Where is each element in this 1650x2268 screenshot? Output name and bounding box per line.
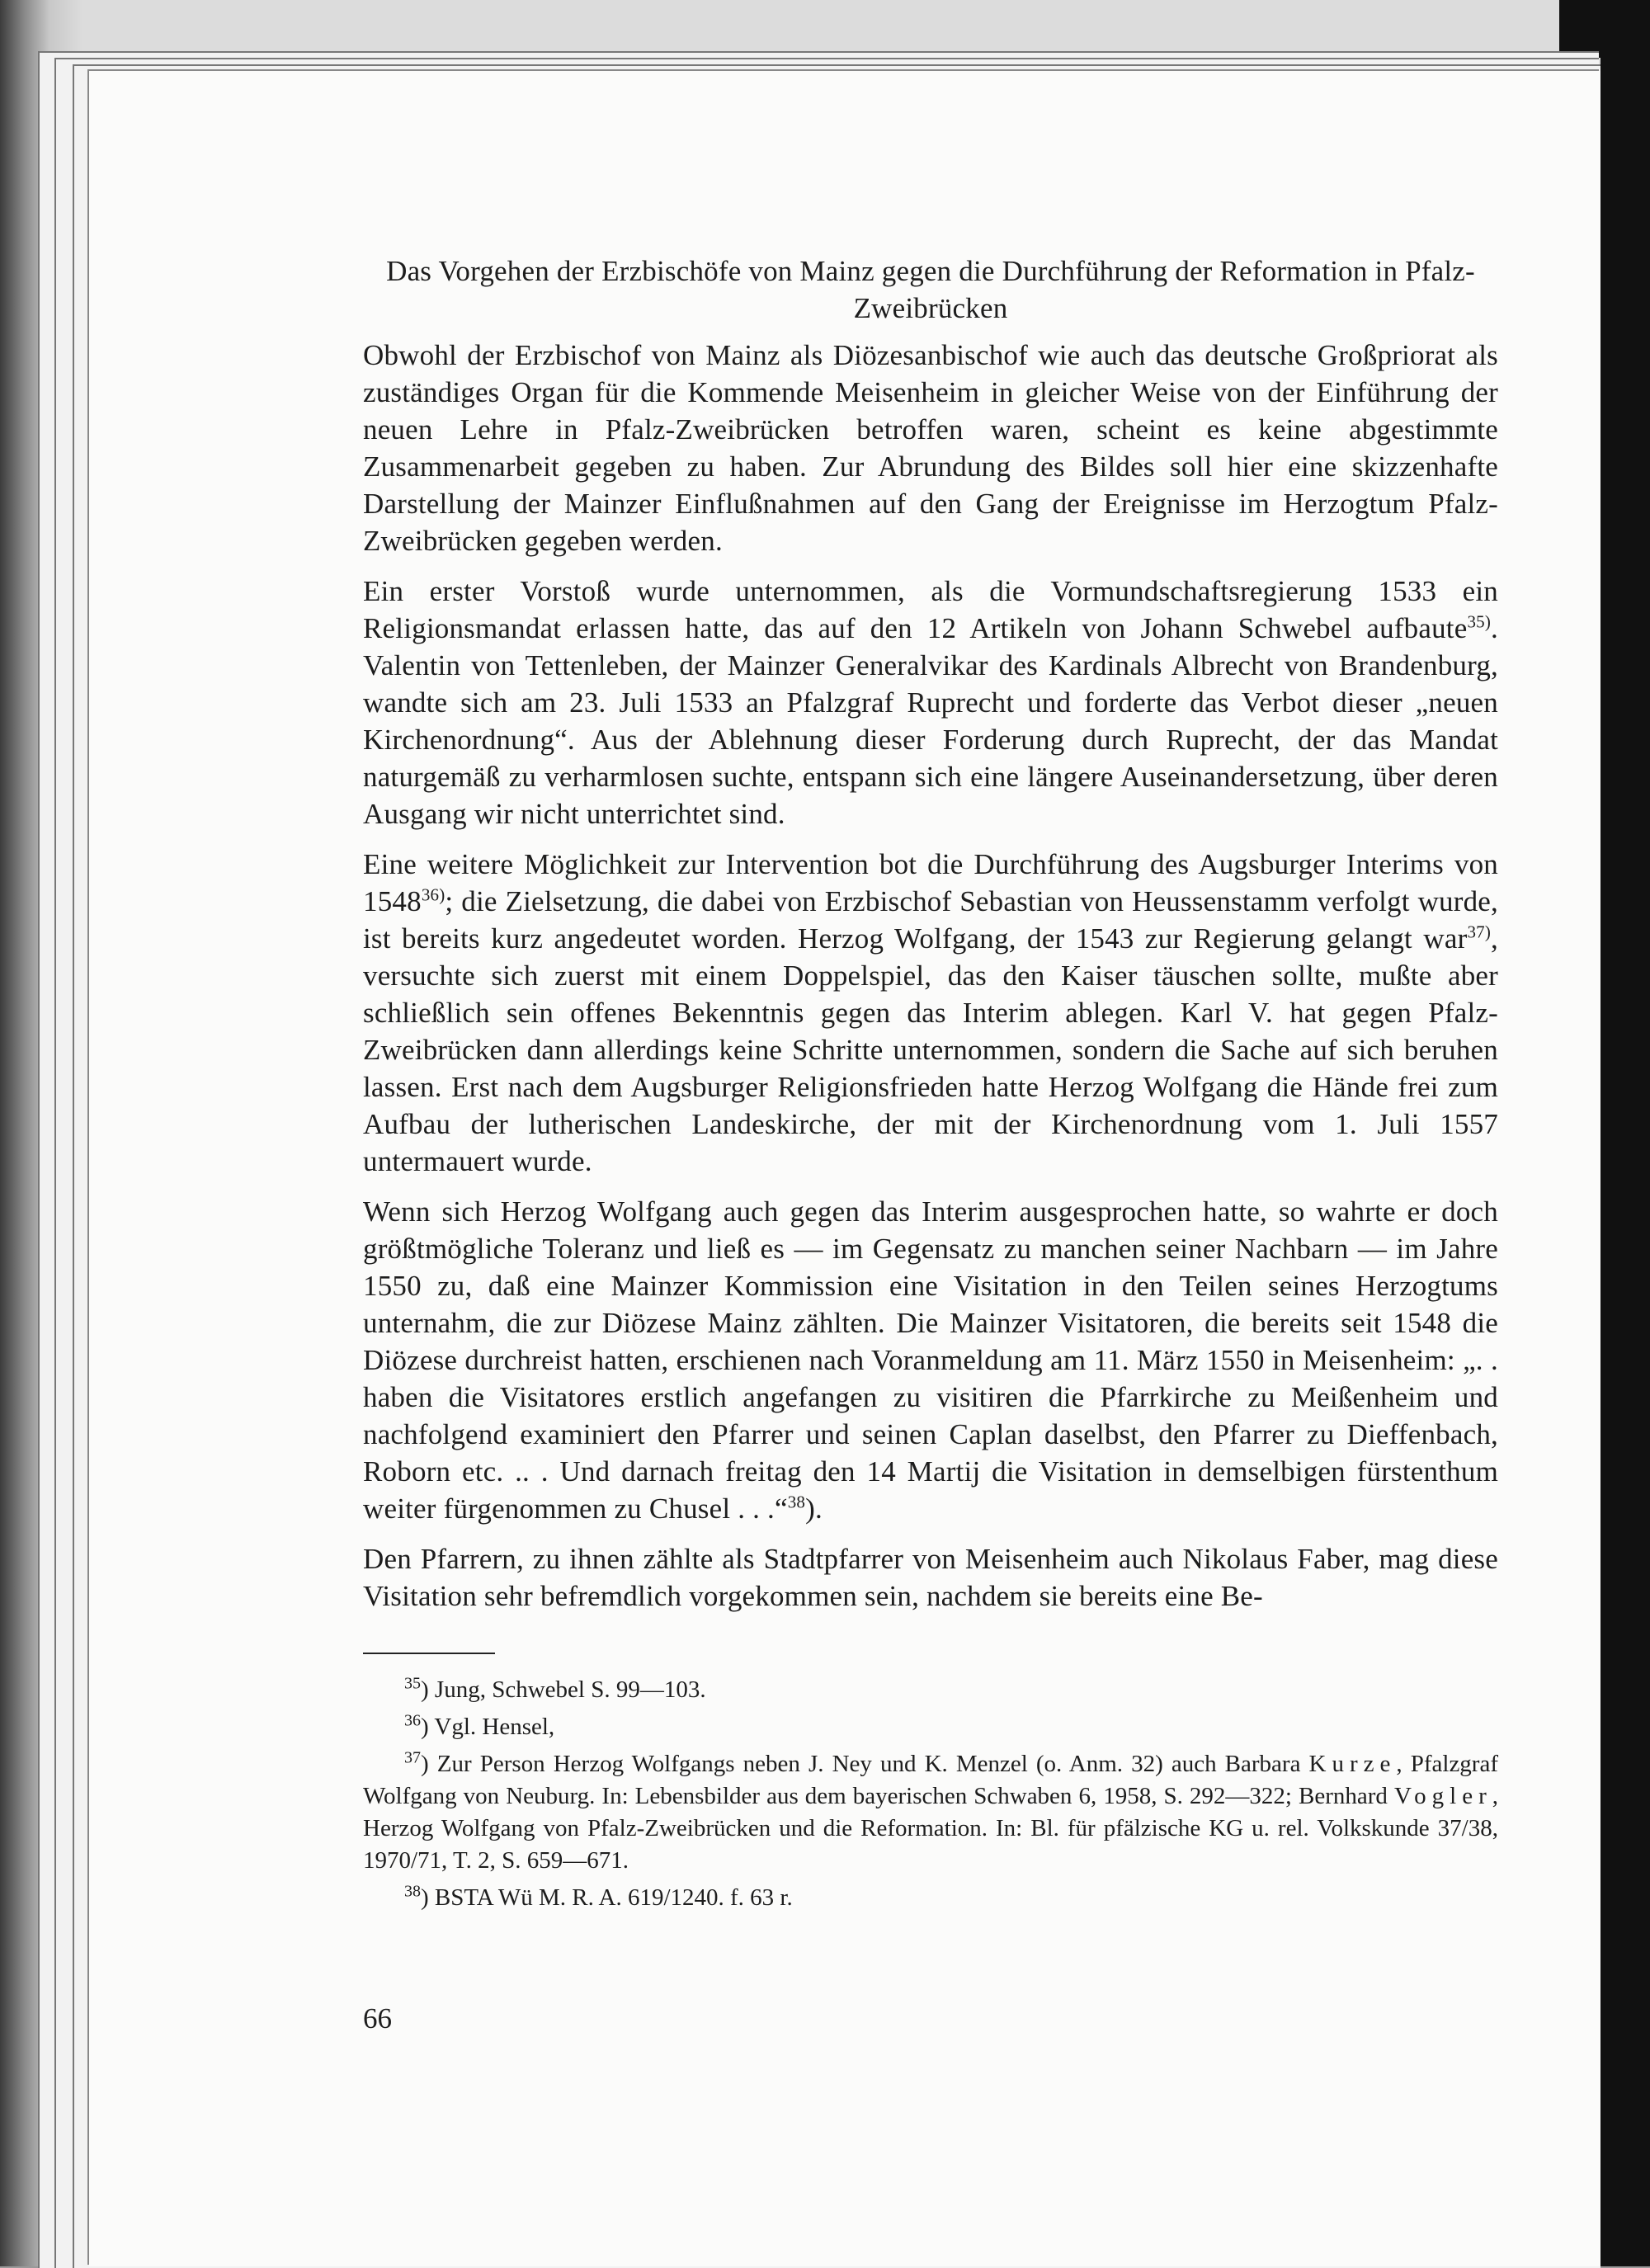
footnote-ref: 35) <box>1467 611 1492 632</box>
paragraph: Ein erster Vorstoß wurde unternommen, als die Vormundschaftsregierung 1533 ein Religionsmandat erlassen hatte, das auf den 12 Artikeln von Johann Schwebel aufbaute$^{35)}$. Valentin von Tettenleben, der Mainzer Generalvikar des Kardinals Albrecht von Brandenburg, wandte sich am 23. Juli 1533 an Pfalzgraf Ruprecht und forderte das Verbot dieser „neuen Kirchenordnung“. Aus der Ablehnung dieser Forderung durch Ruprecht, der das Mandat naturgemäß zu verharmlosen suchte, entspann sich eine längere Auseinandersetzung, über deren Ausgang wir nicht unterrichtet sind. <box>363 575 1498 830</box>
footnote-ref: 36) <box>421 884 446 905</box>
footnote: $^{35}$) Jung, Schwebel S. 99—103. <box>404 1674 706 1703</box>
footnote: $^{37}$) Zur Person Herzog Wolfgangs neben J. Ney und K. Menzel (o. Anm. 32) auch Barbara Kurze, Pfalzgraf Wolfgang von Neuburg. In: Lebensbilder aus dem bayerischen Schwaben 6, 1958, S. 292—322; Bernhard Vogler, Herzog Wolfgang von Pfalz-Zweibrücken und die Reformation. In: Bl. für pfälzische KG u. rel. Volkskunde 37/38, 1970/71, T. 2, S. 659—671. <box>363 1748 1498 1874</box>
section-heading: Das Vorgehen der Erzbischöfe von Mainz gegen die Durchführung der Reformation in Pfalz-Zweibrücken <box>386 255 1475 324</box>
footnote: $^{36}$) Vgl. Hensel, <box>404 1711 555 1740</box>
scan-dark-corner <box>1559 0 1650 58</box>
paragraph: Wenn sich Herzog Wolfgang auch gegen das Interim ausgesprochen hatte, so wahrte er doch größtmögliche Toleranz und ließ es — im Gegensatz zu manchen seiner Nachbarn — im Jahre 1550 zu, daß eine Mainzer Kommission eine Visitation in den Teilen seines Herzogtums unternahm, die zur Diözese Mainz zählten. Die Mainzer Visitatoren, die bereits seit 1548 die Diözese durchreist hatten, erschienen nach Voranmeldung am 11. März 1550 in Meisenheim: „. . haben die Visitatores erstlich angefangen zu visitiren die Pfarrkirche zu Meißenheim und nachfolgend examiniert den Pfarrer und seinen Caplan daselbst, den Pfarrer zu Dieffenbach, Roborn etc. .. . Und darnach freitag den 14 Martij die Visitation in demselbigen fürstenthum weiter fürgenommen zu Chusel . . .“$^{38}$). <box>363 1195 1498 1525</box>
paragraph: Obwohl der Erzbischof von Mainz als Diözesanbischof wie auch das deutsche Großpriorat als zuständiges Organ für die Kommende Meisenheim in gleicher Weise von der Einführung der neuen Lehre in Pfalz-Zweibrücken betroffen waren, scheint es keine abgestimmte Zusammenarbeit gegeben zu haben. Zur Abrundung des Bildes soll hier eine skizzenhafte Darstellung der Mainzer Einflußnahmen auf den Gang der Ereignisse im Herzogtum Pfalz-Zweibrücken gegeben werden. <box>363 339 1498 557</box>
page-content <box>363 252 1498 1919</box>
footnote: $^{38}$) BSTA Wü M. R. A. 619/1240. f. 63 r. <box>404 1882 793 1911</box>
page-number: 66 <box>363 2002 392 2035</box>
paragraph: Den Pfarrern, zu ihnen zählte als Stadtpfarrer von Meisenheim auch Nikolaus Faber, mag diese Visitation sehr befremdlich vorgekommen sein, nachdem sie bereits eine Be- <box>363 1543 1498 1612</box>
footnote-separator <box>363 1653 495 1654</box>
footnote-ref: 37) <box>1467 922 1492 942</box>
paragraph: Eine weitere Möglichkeit zur Intervention bot die Durchführung des Augsburger Interims von 1548$^{36)}$; die Zielsetzung, die dabei von Erzbischof Sebastian von Heussenstamm verfolgt wurde, ist bereits kurz angedeutet worden. Herzog Wolfgang, der 1543 zur Regierung gelangt war$^{37)}$, versuchte sich zuerst mit einem Doppelspiel, das den Kaiser täuschen sollte, mußte aber schließlich sein offenes Bekenntnis gegen das Interim ablegen. Karl V. hat gegen Pfalz-Zweibrücken dann allerdings keine Schritte unternommen, sondern die Sache auf sich beruhen lassen. Erst nach dem Augsburger Religionsfrieden hatte Herzog Wolfgang die Hände frei zum Aufbau der lutherischen Landeskirche, der mit der Kirchenordnung vom 1. Juli 1557 untermauert wurde. <box>363 848 1498 1177</box>
footnote-ref: 38 <box>787 1492 806 1512</box>
scan-dark-edge <box>1600 0 1650 2266</box>
